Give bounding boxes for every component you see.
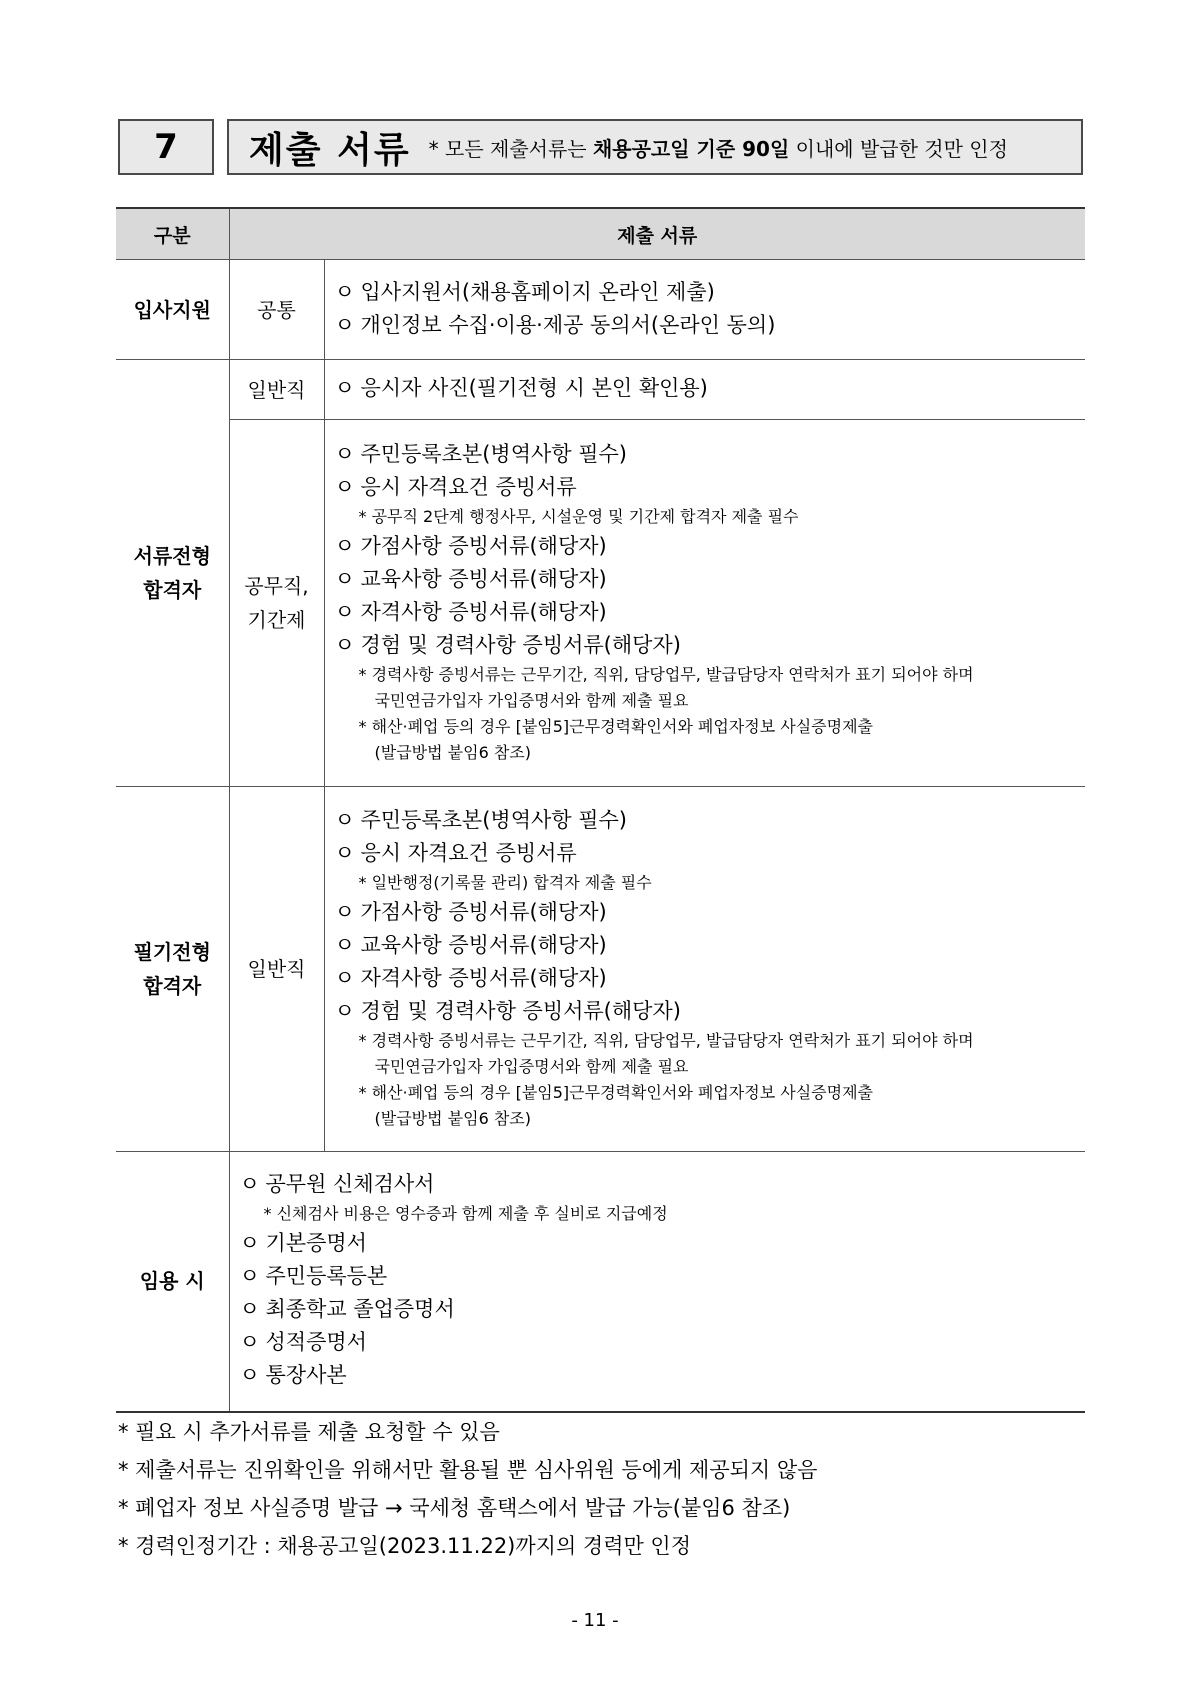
- circle-bullet-icon: ㅇ: [334, 567, 355, 591]
- footnote: * 필요 시 추가서류를 제출 요청할 수 있음: [118, 1420, 500, 1444]
- footnote: * 폐업자 정보 사실증명 발급 → 국세청 홈택스에서 발급 가능(붙임6 참조): [118, 1496, 791, 1520]
- documents-cell: [229, 1152, 1085, 1412]
- section-note-post: 이내에 발급한 것만 인정: [789, 136, 1008, 161]
- documents-cell: [324, 360, 1085, 420]
- document-item-text: 공무원 신체검사서: [265, 1172, 435, 1197]
- circle-bullet-icon: ㅇ: [334, 933, 355, 957]
- circle-bullet-icon: ㅇ: [334, 600, 355, 624]
- circle-bullet-icon: ㅇ: [334, 999, 355, 1023]
- table-header-row: [116, 208, 1085, 260]
- document-item: [240, 1293, 1080, 1326]
- circle-bullet-icon: ㅇ: [334, 633, 355, 657]
- circle-bullet-icon: ㅇ: [334, 279, 355, 304]
- document-item: [335, 929, 1080, 962]
- section-note-bold: 채용공고일 기준 90일: [592, 136, 790, 161]
- document-item-text: 기본증명서: [265, 1231, 367, 1256]
- document-note: * 공무직 2단계 행정사무, 시설운영 및 기간제 합격자 제출 필수: [358, 507, 799, 526]
- footnote: * 제출서류는 진위확인을 위해서만 활용될 뿐 심사위원 등에게 제공되지 않음: [118, 1458, 818, 1482]
- circle-bullet-icon: ㅇ: [334, 841, 355, 865]
- document-item: [335, 995, 1080, 1028]
- document-item-text: 최종학교 졸업증명서: [265, 1297, 455, 1322]
- document-item-text: 가점사항 증빙서류(해당자): [360, 534, 607, 558]
- document-item: [335, 804, 1080, 837]
- category-cell: 필기전형 합격자: [116, 787, 229, 1152]
- document-item-text: 경험 및 경력사항 증빙서류(해당자): [360, 633, 681, 657]
- circle-bullet-icon: ㅇ: [334, 966, 355, 990]
- section-number: 7: [154, 127, 178, 167]
- document-item: [335, 309, 1080, 342]
- section-title: 제출 서류: [249, 129, 411, 171]
- document-item-text: 입사지원서(채용홈페이지 온라인 제출): [360, 279, 715, 304]
- circle-bullet-icon: ㅇ: [334, 376, 355, 400]
- document-item: [335, 276, 1080, 309]
- table-row-written-pass: [116, 787, 1085, 1152]
- circle-bullet-icon: ㅇ: [239, 1297, 260, 1322]
- table-row-appointment: [116, 1152, 1085, 1412]
- table-row-application: [116, 260, 1085, 360]
- document-item: [335, 596, 1080, 629]
- document-item: [240, 1359, 1080, 1392]
- section-note: [429, 133, 1008, 162]
- document-note: (발급방법 붙임6 참조): [374, 743, 531, 762]
- footnotes: [118, 1413, 817, 1565]
- circle-bullet-icon: ㅇ: [334, 808, 355, 832]
- document-item: [335, 962, 1080, 995]
- document-item: [240, 1326, 1080, 1359]
- document-item: [240, 1227, 1080, 1260]
- document-item-text: 교육사항 증빙서류(해당자): [360, 933, 607, 957]
- circle-bullet-icon: ㅇ: [334, 312, 355, 337]
- document-item-text: 통장사본: [265, 1363, 347, 1388]
- document-note: * 일반행정(기록물 관리) 합격자 제출 필수: [358, 873, 652, 892]
- document-item: [335, 438, 1080, 471]
- subcategory-cell: 공무직, 기간제: [229, 420, 324, 787]
- table-row-document-pass-general: [116, 360, 1085, 420]
- document-item-text: 가점사항 증빙서류(해당자): [360, 900, 607, 924]
- section-number-box: [118, 119, 214, 175]
- document-item-text: 주민등록등본: [265, 1264, 388, 1289]
- section-note-pre: * 모든 제출서류는: [428, 136, 593, 161]
- header-documents: 제출 서류: [229, 208, 1085, 260]
- subcategory-cell: 공통: [229, 260, 324, 360]
- document-item-text: 자격사항 증빙서류(해당자): [360, 600, 607, 624]
- circle-bullet-icon: ㅇ: [239, 1264, 260, 1289]
- document-item-text: 응시 자격요건 증빙서류: [360, 475, 577, 499]
- document-item-text: 응시자 사진(필기전형 시 본인 확인용): [360, 376, 708, 400]
- document-item: [335, 629, 1080, 662]
- document-item: [335, 471, 1080, 504]
- document-note: 국민연금가입자 가입증명서와 함께 제출 필요: [374, 691, 689, 710]
- document-item-text: 교육사항 증빙서류(해당자): [360, 567, 607, 591]
- category-cell: 입사지원: [116, 260, 229, 360]
- circle-bullet-icon: ㅇ: [334, 475, 355, 499]
- document-item: [240, 1168, 1080, 1201]
- document-note: * 해산·폐업 등의 경우 [붙임5]근무경력확인서와 폐업자정보 사실증명제출: [358, 1083, 873, 1102]
- documents-cell: [324, 787, 1085, 1152]
- document-note: * 경력사항 증빙서류는 근무기간, 직위, 담당업무, 발급담당자 연락처가 표기 되어야 하며: [358, 665, 974, 684]
- document-item: [335, 372, 1080, 405]
- document-item: [335, 563, 1080, 596]
- circle-bullet-icon: ㅇ: [239, 1231, 260, 1256]
- document-item: [335, 896, 1080, 929]
- documents-cell: [324, 260, 1085, 360]
- document-item-text: 주민등록초본(병역사항 필수): [360, 442, 627, 466]
- circle-bullet-icon: ㅇ: [334, 534, 355, 558]
- document-item-text: 자격사항 증빙서류(해당자): [360, 966, 607, 990]
- documents-cell: [324, 420, 1085, 787]
- document-item-text: 성적증명서: [265, 1330, 367, 1355]
- subcategory-cell: 일반직: [229, 787, 324, 1152]
- circle-bullet-icon: ㅇ: [239, 1330, 260, 1355]
- category-cell: 서류전형 합격자: [116, 360, 229, 787]
- document-note: * 경력사항 증빙서류는 근무기간, 직위, 담당업무, 발급담당자 연락처가 표기 되어야 하며: [358, 1031, 974, 1050]
- table-row-document-pass-contract: [116, 420, 1085, 787]
- footnote: * 경력인정기간 : 채용공고일(2023.11.22)까지의 경력만 인정: [118, 1534, 692, 1558]
- document-note: * 신체검사 비용은 영수증과 함께 제출 후 실비로 지급예정: [263, 1204, 668, 1224]
- page-number: - 11 -: [571, 1610, 619, 1631]
- document-item: [335, 530, 1080, 563]
- subcategory-cell: 일반직: [229, 360, 324, 420]
- document-item-text: 경험 및 경력사항 증빙서류(해당자): [360, 999, 681, 1023]
- circle-bullet-icon: ㅇ: [239, 1172, 260, 1197]
- section-title-box: [227, 119, 1083, 175]
- document-note: * 해산·폐업 등의 경우 [붙임5]근무경력확인서와 폐업자정보 사실증명제출: [358, 717, 873, 736]
- circle-bullet-icon: ㅇ: [239, 1363, 260, 1388]
- document-note: (발급방법 붙임6 참조): [374, 1109, 531, 1128]
- document-note: 국민연금가입자 가입증명서와 함께 제출 필요: [374, 1057, 689, 1076]
- document-item-text: 개인정보 수집·이용·제공 동의서(온라인 동의): [360, 312, 776, 337]
- document-item-text: 주민등록초본(병역사항 필수): [360, 808, 627, 832]
- category-cell: 임용 시: [116, 1152, 229, 1412]
- header-category: 구분: [116, 208, 229, 260]
- submission-documents-table: [116, 207, 1085, 1413]
- circle-bullet-icon: ㅇ: [334, 442, 355, 466]
- document-item-text: 응시 자격요건 증빙서류: [360, 841, 577, 865]
- document-item: [240, 1260, 1080, 1293]
- document-item: [335, 837, 1080, 870]
- circle-bullet-icon: ㅇ: [334, 900, 355, 924]
